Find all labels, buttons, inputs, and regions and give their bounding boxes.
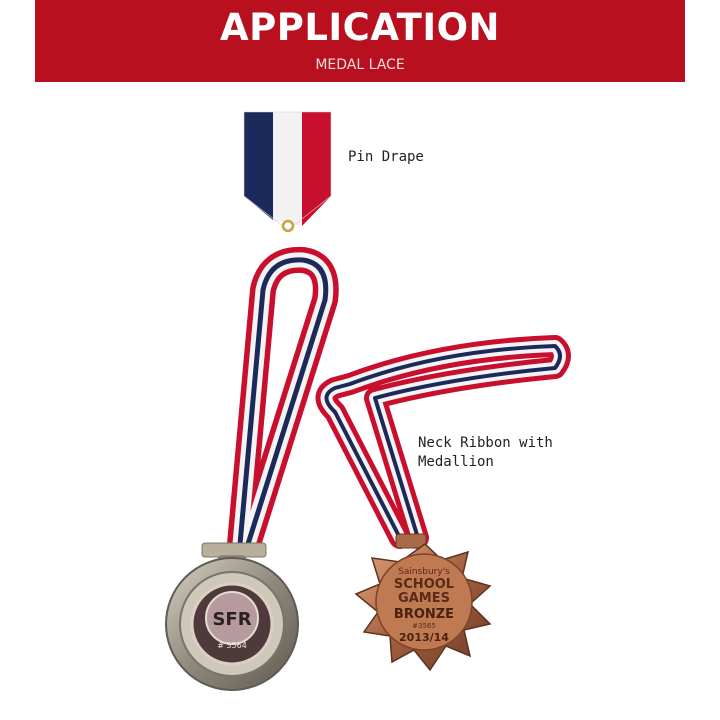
bronze-medal-rank: BRONZE: [393, 607, 455, 622]
silver-medal-logo: SFR: [212, 609, 252, 630]
neck-ribbon-label-line1: Neck Ribbon with: [418, 435, 553, 451]
page-subtitle: MEDAL LACE: [315, 57, 405, 73]
bronze-medal-games: GAMES: [398, 591, 450, 606]
left-neck-ribbon: [240, 260, 326, 544]
silver-medal-number: # 3564: [217, 641, 247, 650]
pin-drape-label: Pin Drape: [348, 149, 424, 165]
silver-medal: [166, 543, 298, 690]
page-title: APPLICATION: [219, 6, 501, 49]
bronze-medal-number: #3565: [412, 622, 436, 630]
bronze-medal: [356, 534, 490, 670]
bronze-medal-brand: Sainsbury's: [398, 567, 450, 577]
bronze-medal-school: SCHOOL: [393, 577, 455, 592]
neck-ribbon-label: [418, 434, 588, 472]
bronze-medal-year: 2013/14: [399, 631, 449, 644]
pin-drape-image: [244, 112, 331, 231]
neck-ribbon-label-line2: Medallion: [418, 454, 494, 470]
